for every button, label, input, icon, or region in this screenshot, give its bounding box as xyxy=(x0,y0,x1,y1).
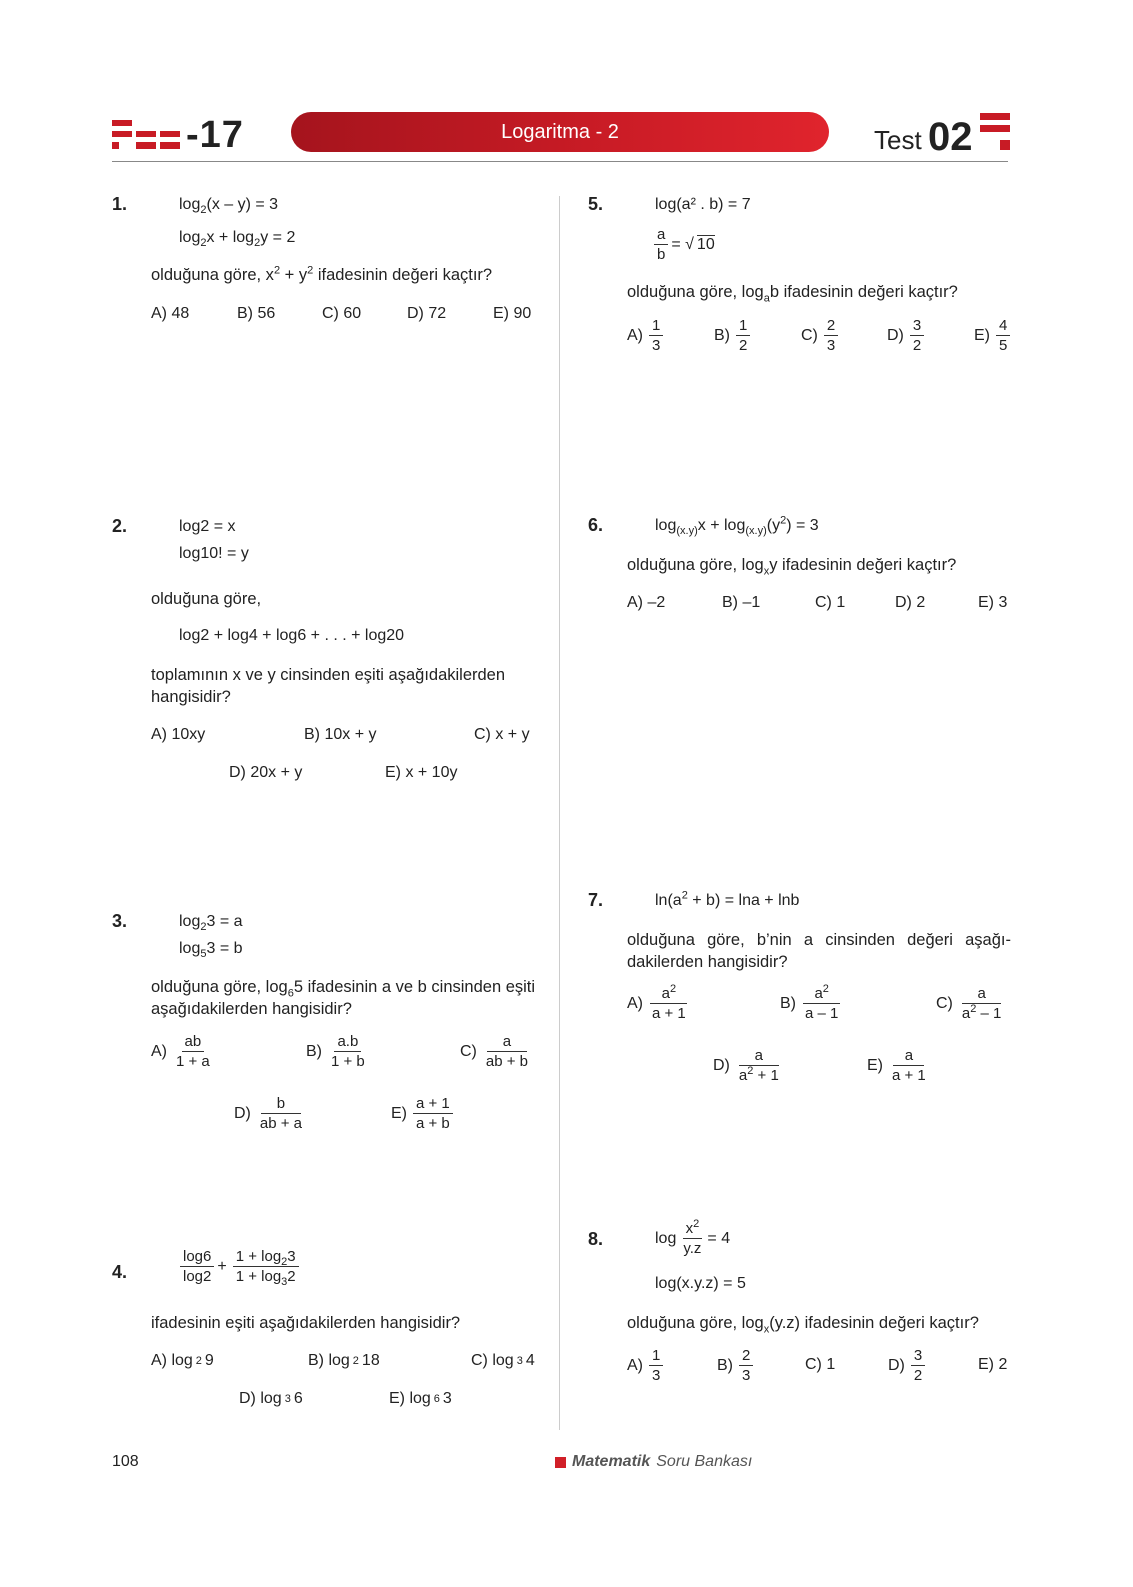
q1-option-b[interactable]: B) 56 xyxy=(237,305,276,322)
q5-option-d[interactable]: D) $\frac{3}{2}$ xyxy=(887,316,924,355)
faz-logo-icon xyxy=(112,117,182,153)
q6-option-d[interactable]: D) 2 xyxy=(895,594,926,611)
q5-equation-1: log(a² . b) = 7 xyxy=(655,196,751,213)
q1-equation-1: $\log_2(x - y) = 3$ xyxy=(179,196,279,217)
q5-option-e[interactable]: E) $\frac{4}{5}$ xyxy=(974,316,1010,355)
q4-option-a[interactable]: A) log 2 9 xyxy=(151,1352,214,1369)
page-title: Logaritma - 2 xyxy=(291,112,829,152)
q3-option-b[interactable]: B) $\frac{a.b}{1 + b}$ xyxy=(306,1033,365,1070)
q3-option-c[interactable]: C) $\frac{a}{ab + b}$ xyxy=(460,1033,529,1070)
q7-option-b[interactable]: B) $\frac{a^2}{a - 1}$ xyxy=(780,983,839,1022)
q5-equation-2: $\frac{a}{b}$ = √ 10 xyxy=(654,225,715,264)
q1-prompt: olduğuna göre, $x^2 + y^2$ ifadesinin değeri kaçtır? xyxy=(151,264,493,284)
q4-option-e[interactable]: E) log 6 3 xyxy=(389,1390,452,1407)
q8-option-a[interactable]: A) $\frac{1}{3}$ xyxy=(627,1346,663,1385)
brand-logo xyxy=(112,113,252,157)
question-5-number: 5. xyxy=(588,194,604,214)
q2-option-a[interactable]: A) 10xy xyxy=(151,726,206,743)
q2-option-e[interactable]: E) x + 10y xyxy=(385,764,458,781)
q7-option-c[interactable]: C) $\frac{a}{a^2 - 1}$ xyxy=(936,985,1002,1022)
q1-option-a[interactable]: A) 48 xyxy=(151,305,190,322)
q2-condition: olduğuna göre, xyxy=(151,590,262,608)
q3-option-a[interactable]: A) $\frac{ab}{1 + a}$ xyxy=(151,1033,210,1070)
page-number: 108 xyxy=(112,1453,139,1470)
q1-equation-2: $\log_2x + \log_2y = 2$ xyxy=(179,229,296,250)
q1-option-c[interactable]: C) 60 xyxy=(322,305,362,322)
q1-option-d[interactable]: D) 72 xyxy=(407,305,447,322)
q4-option-d[interactable]: D) log 3 6 xyxy=(239,1390,303,1407)
q5-prompt: olduğuna göre, $\log_ab$ ifadesinin değeri kaçtır? xyxy=(627,283,958,305)
q2-option-d[interactable]: D) 20x + y xyxy=(229,764,303,781)
q8-option-e[interactable]: E) 2 xyxy=(978,1356,1008,1373)
question-2-number: 2. xyxy=(112,516,128,536)
q7-option-e[interactable]: E) $\frac{a}{a + 1}$ xyxy=(867,1047,926,1084)
column-divider xyxy=(559,196,560,1430)
q7-equation: $\ln(a^2 + b) = \ln a + \ln b$ xyxy=(655,889,800,909)
q5-option-a[interactable]: A) $\frac{1}{3}$ xyxy=(627,316,663,355)
q2-equation-2: log10! = y xyxy=(179,545,249,562)
q3-equation-2: $\log_53 = b$ xyxy=(179,940,243,961)
header-divider xyxy=(112,161,1008,162)
q3-option-e[interactable]: E) $\frac{a + 1}{a + b}$ xyxy=(391,1094,453,1133)
q2-equation-1: log2 = x xyxy=(179,518,236,535)
question-8-number: 8. xyxy=(588,1229,604,1249)
q6-option-e[interactable]: E) 3 xyxy=(978,594,1008,611)
book-title-bold: Matematik xyxy=(572,1453,651,1470)
q3-equation-1: $\log_23 = a$ xyxy=(179,913,243,934)
q6-option-b[interactable]: B) –1 xyxy=(722,594,761,611)
q3-prompt: olduğuna göre, $\log_65$ ifadesinin a ve b cinsinden eşiti aşağıdakilerden hangisidir? xyxy=(151,978,536,1018)
q4-option-b[interactable]: B) log 2 18 xyxy=(308,1352,380,1369)
question-6-number: 6. xyxy=(588,515,604,535)
q4-prompt: ifadesinin eşiti aşağıdakilerden hangisidir? xyxy=(151,1314,461,1332)
q6-prompt: olduğuna göre, $\log_xy$ ifadesinin değeri kaçtır? xyxy=(627,556,957,578)
test-label: Test xyxy=(874,125,922,155)
q5-option-c[interactable]: C) $\frac{2}{3}$ xyxy=(801,316,838,355)
q7-prompt: olduğuna göre, b’nin a cinsinden değeri aşağı-dakilerden hangisidir? xyxy=(627,931,1011,971)
test-number: 02 xyxy=(928,115,973,159)
q8-prompt: olduğuna göre, $\log_x(y.z)$ ifadesinin değeri kaçtır? xyxy=(627,1314,979,1336)
q2-prompt: toplamının x ve y cinsinden eşiti aşağıdakilerden hangisidir? xyxy=(151,666,506,706)
red-square-icon xyxy=(555,1457,566,1468)
q8-equation-1: log $\frac{x^2}{y.z}$ = 4 xyxy=(655,1218,731,1257)
q7-option-d[interactable]: D) $\frac{a}{a^2 + 1}$ xyxy=(713,1047,779,1084)
question-3-number: 3. xyxy=(112,911,128,931)
q2-option-b[interactable]: B) 10x + y xyxy=(304,726,377,743)
q7-option-a[interactable]: A) $\frac{a^2}{a + 1}$ xyxy=(627,983,686,1022)
q8-option-d[interactable]: D) $\frac{3}{2}$ xyxy=(888,1346,925,1385)
question-7-number: 7. xyxy=(588,890,604,910)
q8-option-c[interactable]: C) 1 xyxy=(805,1356,836,1373)
q5-option-b[interactable]: B) $\frac{1}{2}$ xyxy=(714,316,750,355)
book-title-rest: Soru Bankası xyxy=(656,1453,753,1470)
book-title xyxy=(555,1453,752,1471)
q6-option-a[interactable]: A) –2 xyxy=(627,594,666,611)
q6-option-c[interactable]: C) 1 xyxy=(815,594,846,611)
q1-option-e[interactable]: E) 90 xyxy=(493,305,532,322)
q4-expression: $\frac{\log 6}{\log 2}$ + $\frac{1 + \log_23}{1 + \log_32}$ xyxy=(177,1247,299,1286)
question-4-number: 4. xyxy=(112,1262,128,1282)
brand-number: -17 xyxy=(186,114,244,156)
q3-option-d[interactable]: D) $\frac{b}{ab + a}$ xyxy=(234,1095,303,1132)
q8-option-b[interactable]: B) $\frac{2}{3}$ xyxy=(717,1346,753,1385)
question-1-number: 1. xyxy=(112,194,128,214)
t-logo-icon xyxy=(980,113,1010,153)
q8-equation-2: log(x.y.z) = 5 xyxy=(655,1275,746,1292)
q4-option-c[interactable]: C) log 3 4 xyxy=(471,1352,535,1369)
q6-equation: $\log_{(x.y)}x + \log_{(x.y)}(y^2) = 3$ xyxy=(655,514,819,538)
q2-sum: log2 + log4 + log6 + . . . + log20 xyxy=(179,627,405,644)
q2-option-c[interactable]: C) x + y xyxy=(474,726,530,743)
